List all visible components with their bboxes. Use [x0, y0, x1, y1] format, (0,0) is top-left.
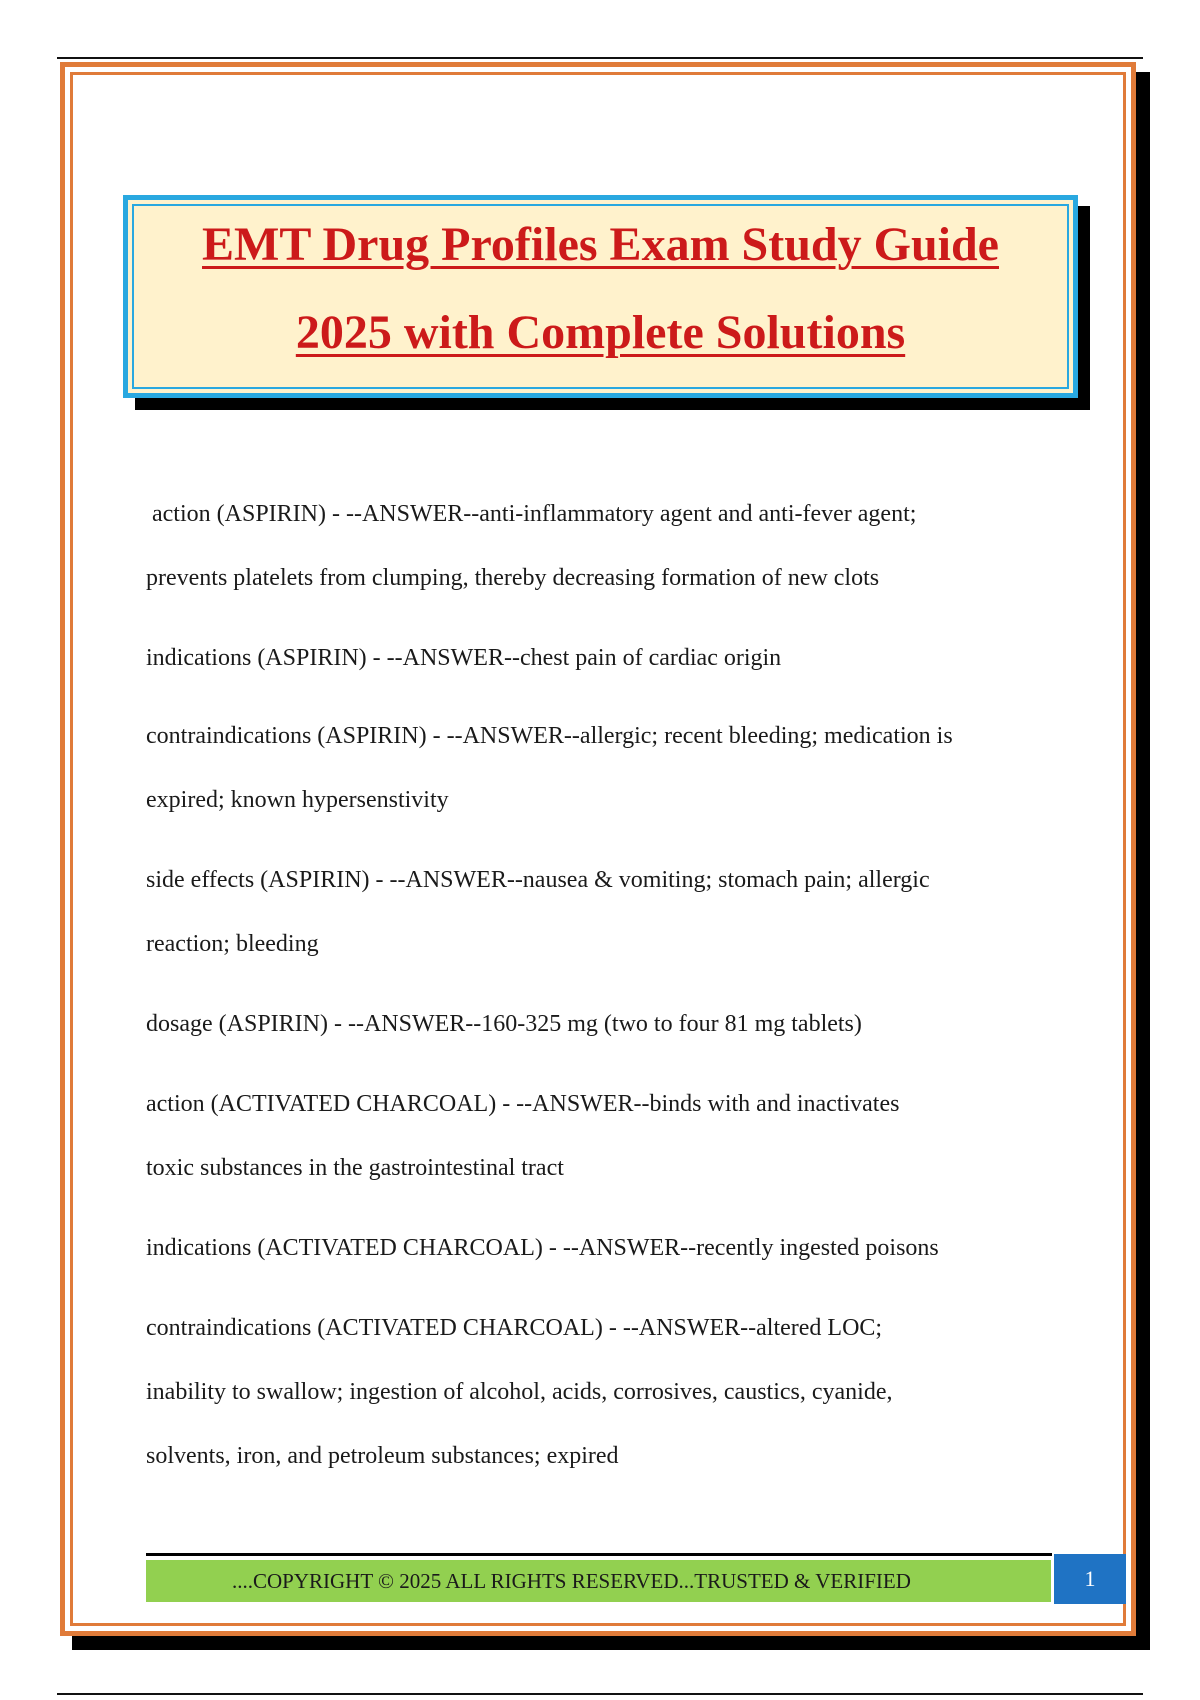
entry-charcoal-indications [146, 1216, 1086, 1280]
entry-aspirin-contraindications [146, 704, 1086, 832]
entry-line: side effects (ASPIRIN) - --ANSWER--nausea & vomiting; stomach pain; allergic [146, 867, 930, 893]
title-box [123, 195, 1078, 398]
entry-charcoal-action [146, 1072, 1086, 1200]
entry-charcoal-contraindications [146, 1296, 1086, 1488]
footer-divider [146, 1553, 1052, 1556]
entry-line: indications (ASPIRIN) - --ANSWER--chest pain of cardiac origin [146, 645, 782, 671]
entry-line: action (ASPIRIN) - --ANSWER--anti-inflammatory agent and anti-fever agent; [146, 501, 917, 527]
entry-aspirin-indications [146, 626, 1086, 690]
top-rule [57, 57, 1143, 59]
entry-line: reaction; bleeding [146, 931, 319, 957]
title-line-2: 2025 with Complete Solutions [295, 306, 906, 359]
entry-aspirin-action [146, 482, 1086, 610]
title-line-1: EMT Drug Profiles Exam Study Guide [202, 218, 999, 271]
entry-line: contraindications (ASPIRIN) - --ANSWER--allergic; recent bleeding; medication is [146, 723, 953, 749]
entry-aspirin-dosage [146, 992, 1086, 1056]
entry-line: solvents, iron, and petroleum substances; expired [146, 1443, 619, 1469]
entry-line: toxic substances in the gastrointestinal tract [146, 1155, 564, 1181]
entry-line: contraindications (ACTIVATED CHARCOAL) - --ANSWER--altered LOC; [146, 1315, 883, 1341]
entry-line: dosage (ASPIRIN) - --ANSWER--160-325 mg (two to four 81 mg tablets) [146, 1011, 862, 1037]
entry-line: inability to swallow; ingestion of alcohol, acids, corrosives, caustics, cyanide, [146, 1379, 893, 1405]
entry-line: prevents platelets from clumping, thereby decreasing formation of new clots [146, 565, 880, 591]
entry-line: expired; known hypersenstivity [146, 787, 449, 813]
bottom-rule [57, 1693, 1143, 1695]
entry-line: indications (ACTIVATED CHARCOAL) - --ANSWER--recently ingested poisons [146, 1235, 939, 1261]
entry-aspirin-side-effects [146, 848, 1086, 976]
page-number: 1 [1054, 1554, 1126, 1604]
entry-line: action (ACTIVATED CHARCOAL) - --ANSWER--binds with and inactivates [146, 1091, 900, 1117]
footer-copyright: ....COPYRIGHT © 2025 ALL RIGHTS RESERVED...TRUSTED & VERIFIED [146, 1560, 1051, 1602]
